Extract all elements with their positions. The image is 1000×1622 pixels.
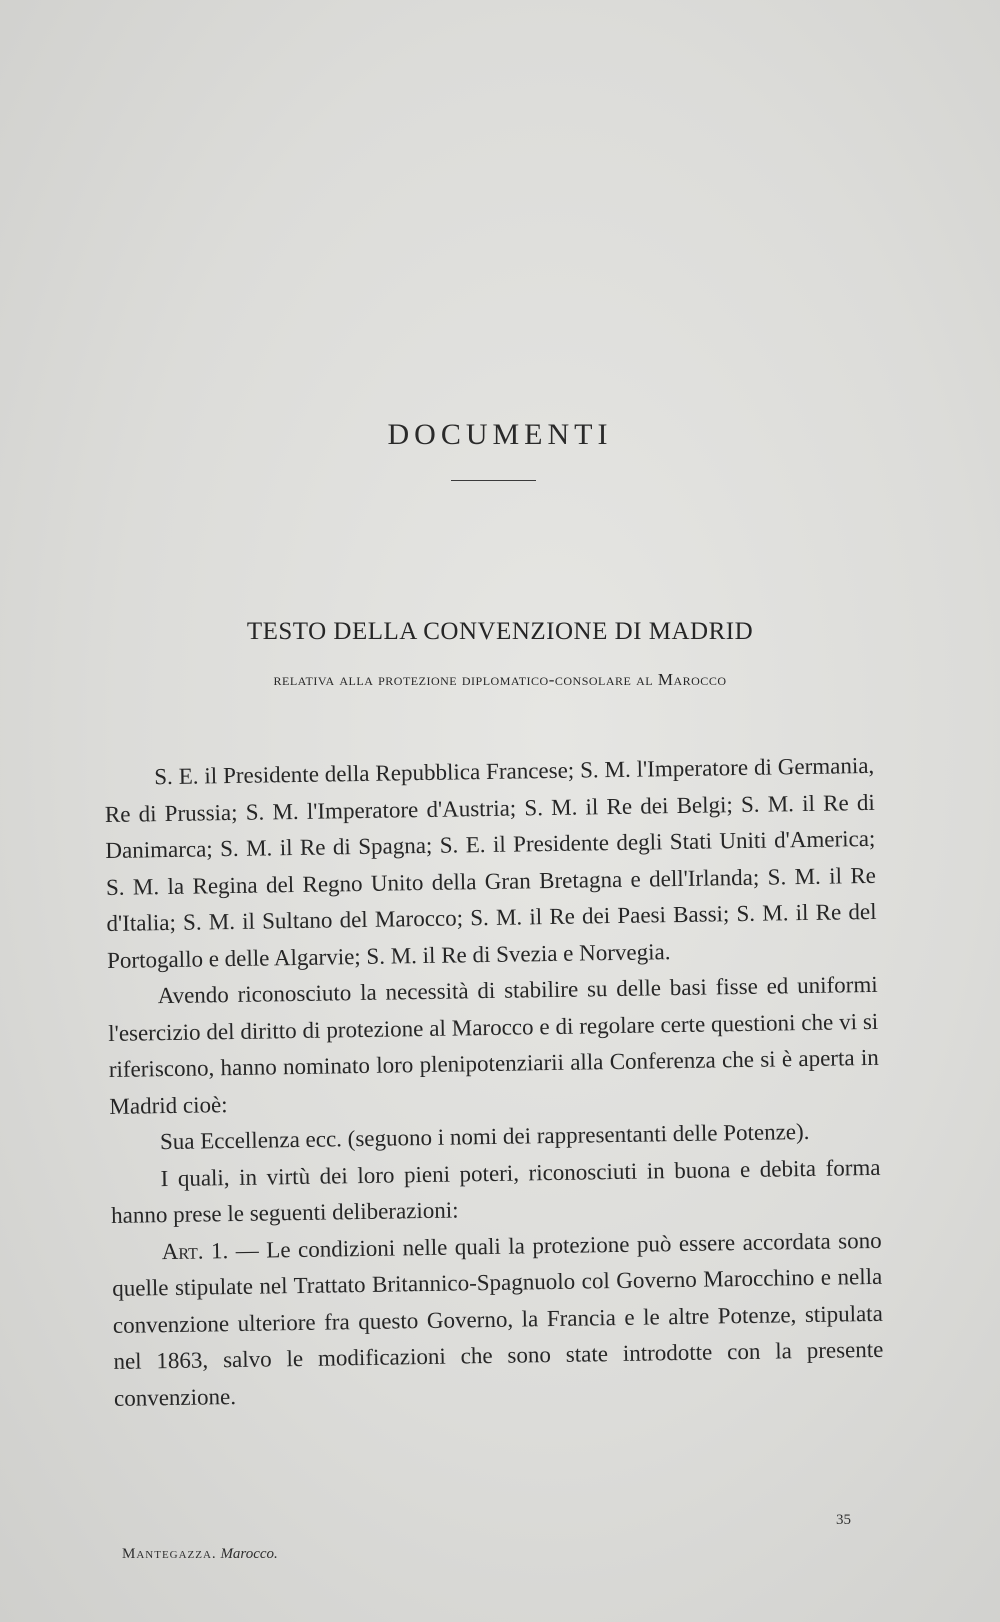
- section-heading: DOCUMENTI: [387, 418, 613, 451]
- document-subtitle: relativa alla protezione diplomatico-consolare al Marocco: [273, 670, 727, 689]
- paragraph-parties: S. E. il Presidente della Repubblica Francese; S. M. l'Imperatore di Germania, Re di Prussia; S. M. l'Imperatore d'Austria; S. M. il Re dei Belgi; S. M. il Re di Danimarca; S. M. il Re di Spagna; S. E. il Presidente degli Stati Uniti d'America; S. M. la Regina del Regno Unito della Gran Bretagna e dell'Irlanda; S. M. il Re d'Italia; S. M. il Sultano del Marocco; S. M. il Re dei Paesi Bassi; S. M. il Re del Portogallo e delle Algarvie; S. M. il Re di Svezia e Norvegia.: [104, 752, 877, 973]
- signature-footer: [122, 1546, 278, 1563]
- document-title: TESTO DELLA CONVENZIONE DI MADRID: [246, 618, 754, 645]
- article-text: — Le condizioni nelle quali la protezione può essere accordata sono quelle stipulate nel Trattato Britannico-Spagnuolo col Governo Marocchino e nella convenzione ulteriore fra questo Governo, la Francia e le altre Potenze, stipulata nel 1863, salvo le modificazioni che sono state introdotte con la presente convenzione.: [112, 1227, 884, 1411]
- footer-author: Mantegazza.: [122, 1546, 217, 1562]
- paragraph-preamble: Avendo riconosciuto la necessità di stabilire su delle basi fisse ed uniformi l'esercizio del diritto di protezione al Marocco e di regolare certe questioni che vi si riferiscono, hanno nominato loro plenipotenziarii alla Conferenza che si è aperta in Madrid cioè:: [108, 971, 879, 1119]
- paragraph-plenipotentiaries: Sua Eccellenza ecc. (seguono i nomi dei rappresentanti delle Potenze).: [159, 1118, 810, 1155]
- body-text: [104, 748, 884, 1417]
- footer-work: Marocco.: [220, 1546, 278, 1562]
- page-number: 35: [836, 1512, 851, 1528]
- article-label: Art. 1.: [161, 1237, 229, 1264]
- heading-rule: [451, 480, 536, 481]
- paragraph-deliberations: I quali, in virtù dei loro pieni poteri, riconosciuti in buona e debita forma hanno prese le seguenti deliberazioni:: [110, 1154, 881, 1228]
- paragraph-article-1: [111, 1222, 884, 1417]
